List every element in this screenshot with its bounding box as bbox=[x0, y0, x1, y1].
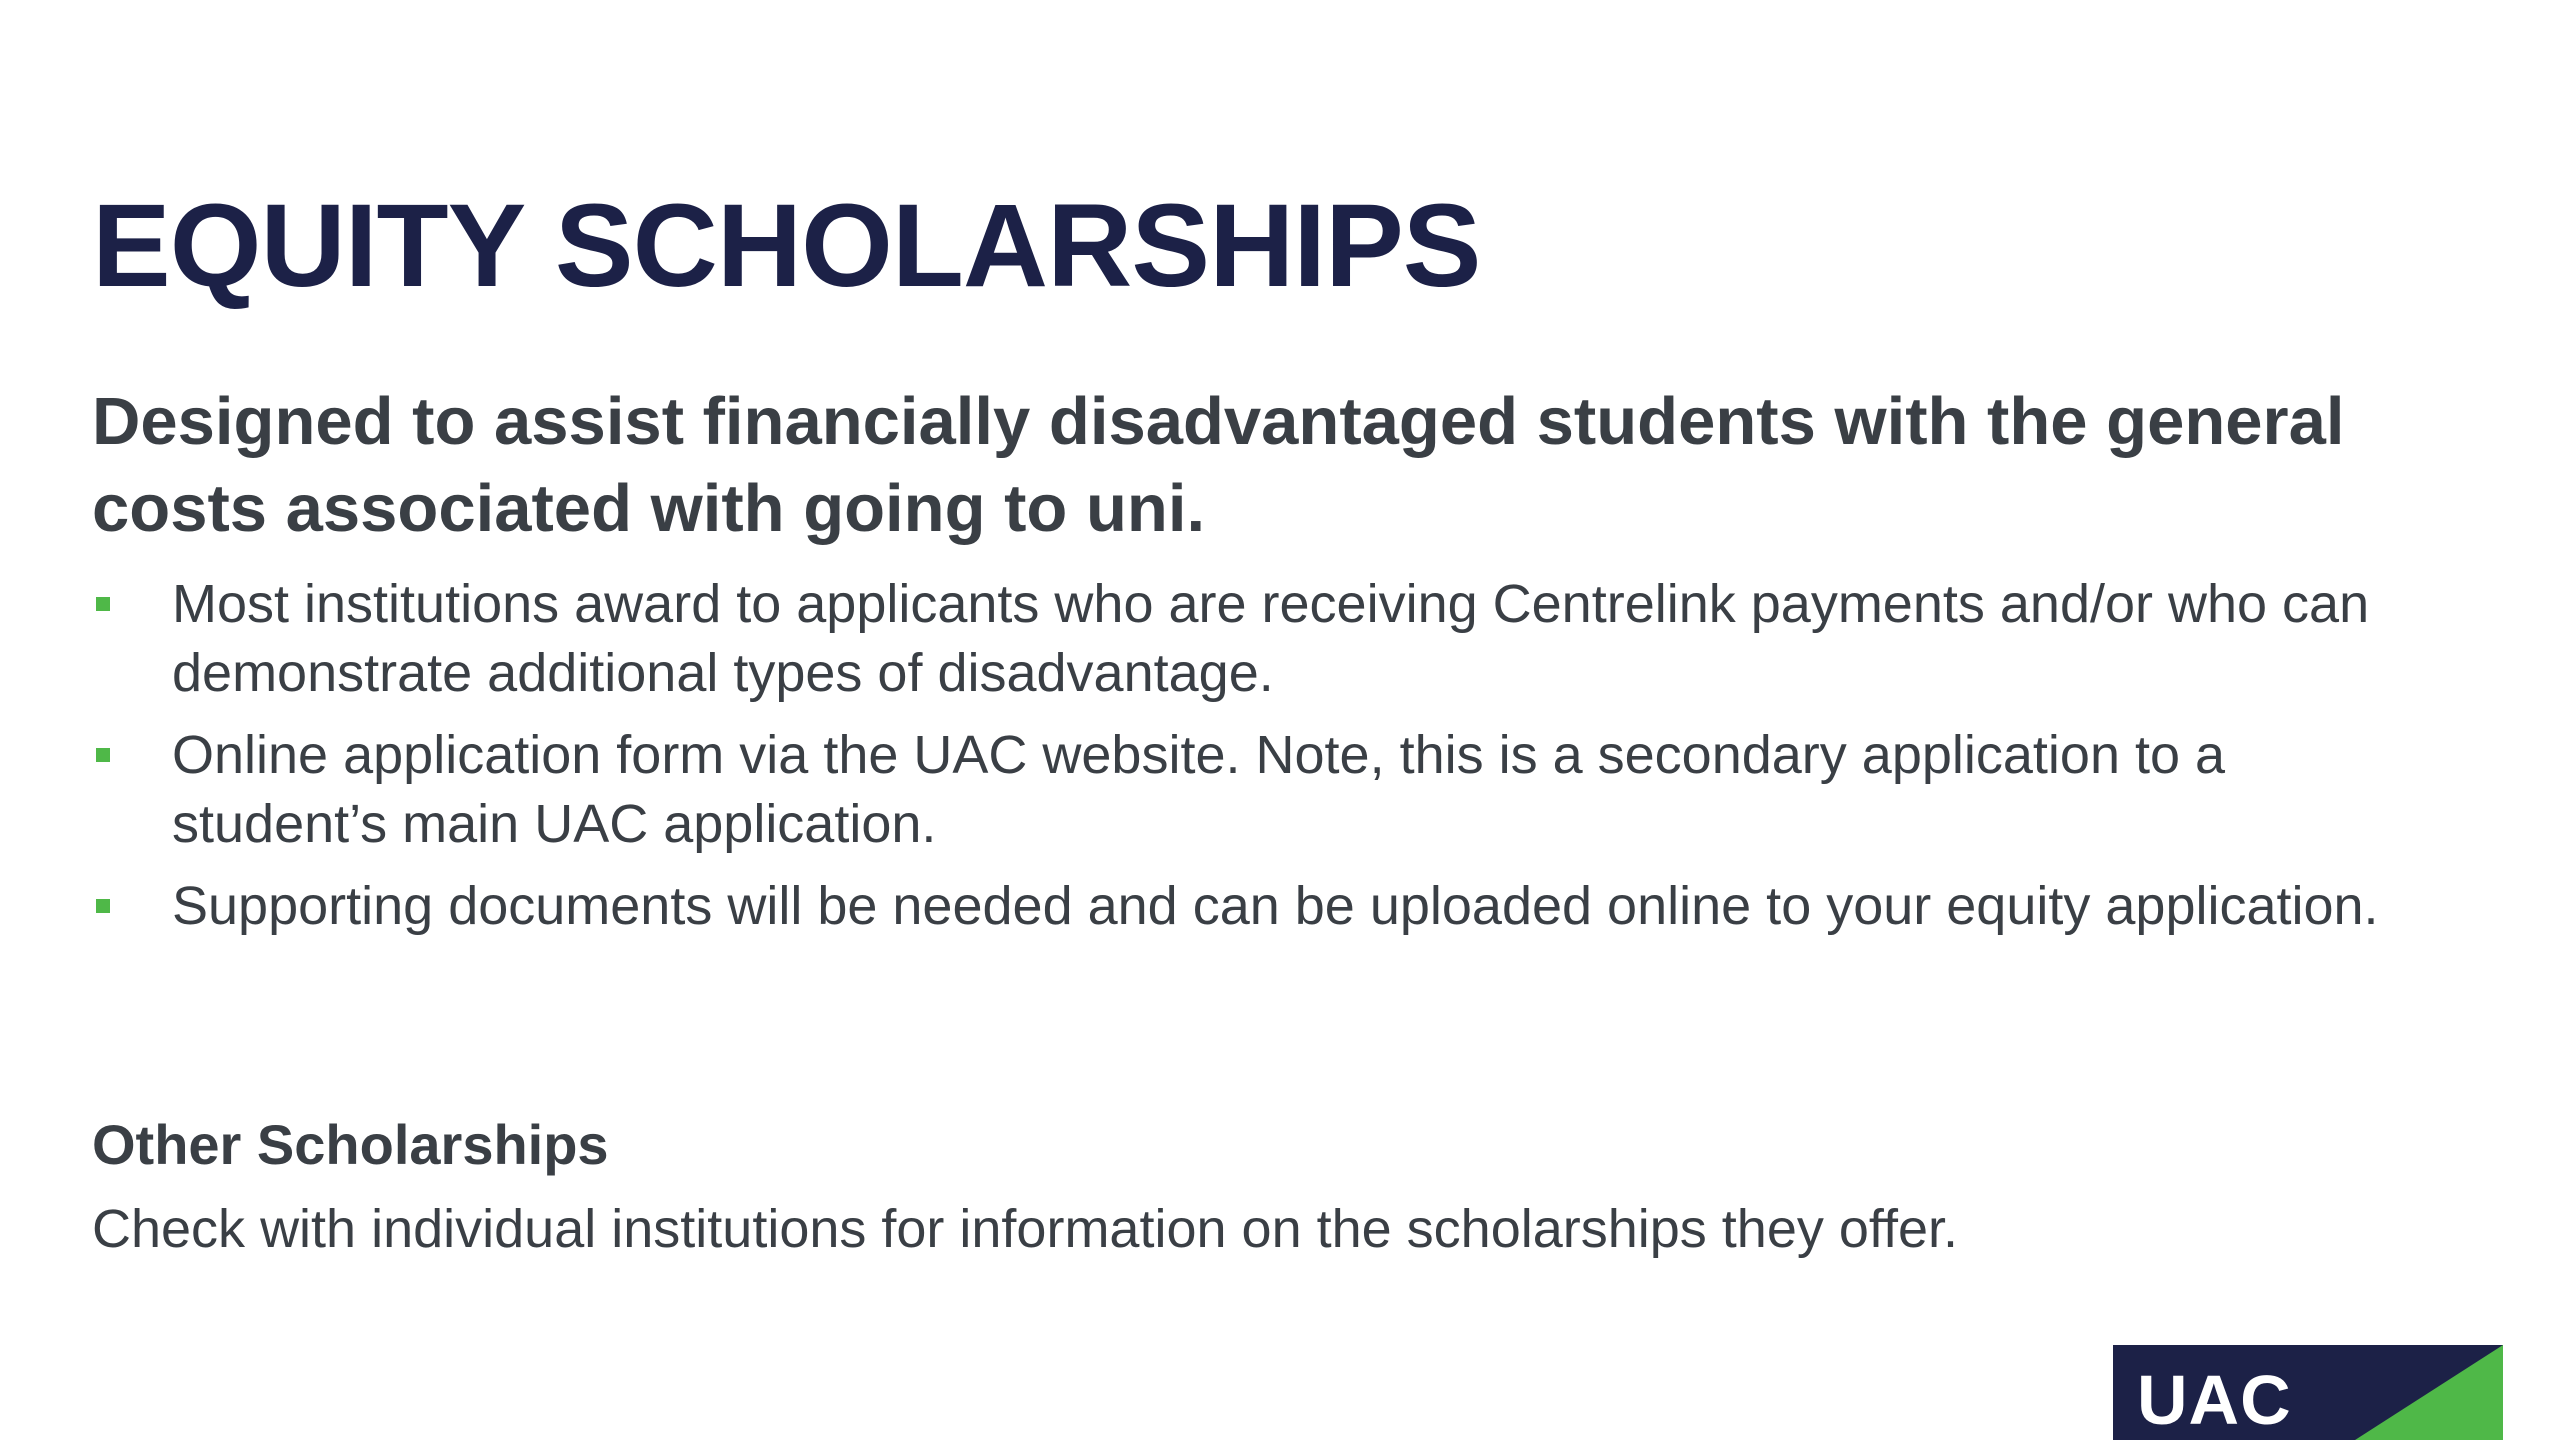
slide-subtitle: Designed to assist financially disadvantaged students with the general costs associated with going to uni. bbox=[92, 384, 2345, 546]
square-bullet-icon bbox=[96, 899, 110, 913]
other-scholarships-text: Check with individual institutions for information on the scholarships they offer. bbox=[92, 1199, 1958, 1259]
slide-title: EQUITY SCHOLARSHIPS bbox=[92, 180, 1481, 312]
uac-logo-text: UAC bbox=[2137, 1361, 2292, 1439]
bullet-item bbox=[92, 570, 2452, 708]
square-bullet-icon bbox=[96, 748, 110, 762]
bullet-item bbox=[92, 721, 2452, 859]
bullet-list bbox=[92, 570, 2452, 954]
bullet-text: Most institutions award to applicants who are receiving Centrelink payments and/or who can demonstrate additional types of disadvantage. bbox=[172, 574, 2370, 703]
uac-logo bbox=[2113, 1345, 2503, 1440]
bullet-text: Online application form via the UAC website. Note, this is a secondary application to a student’s main UAC application. bbox=[172, 725, 2226, 854]
bullet-text: Supporting documents will be needed and can be uploaded online to your equity application. bbox=[172, 876, 2379, 936]
bullet-item bbox=[92, 872, 2452, 941]
square-bullet-icon bbox=[96, 597, 110, 611]
other-scholarships-heading: Other Scholarships bbox=[92, 1113, 609, 1176]
